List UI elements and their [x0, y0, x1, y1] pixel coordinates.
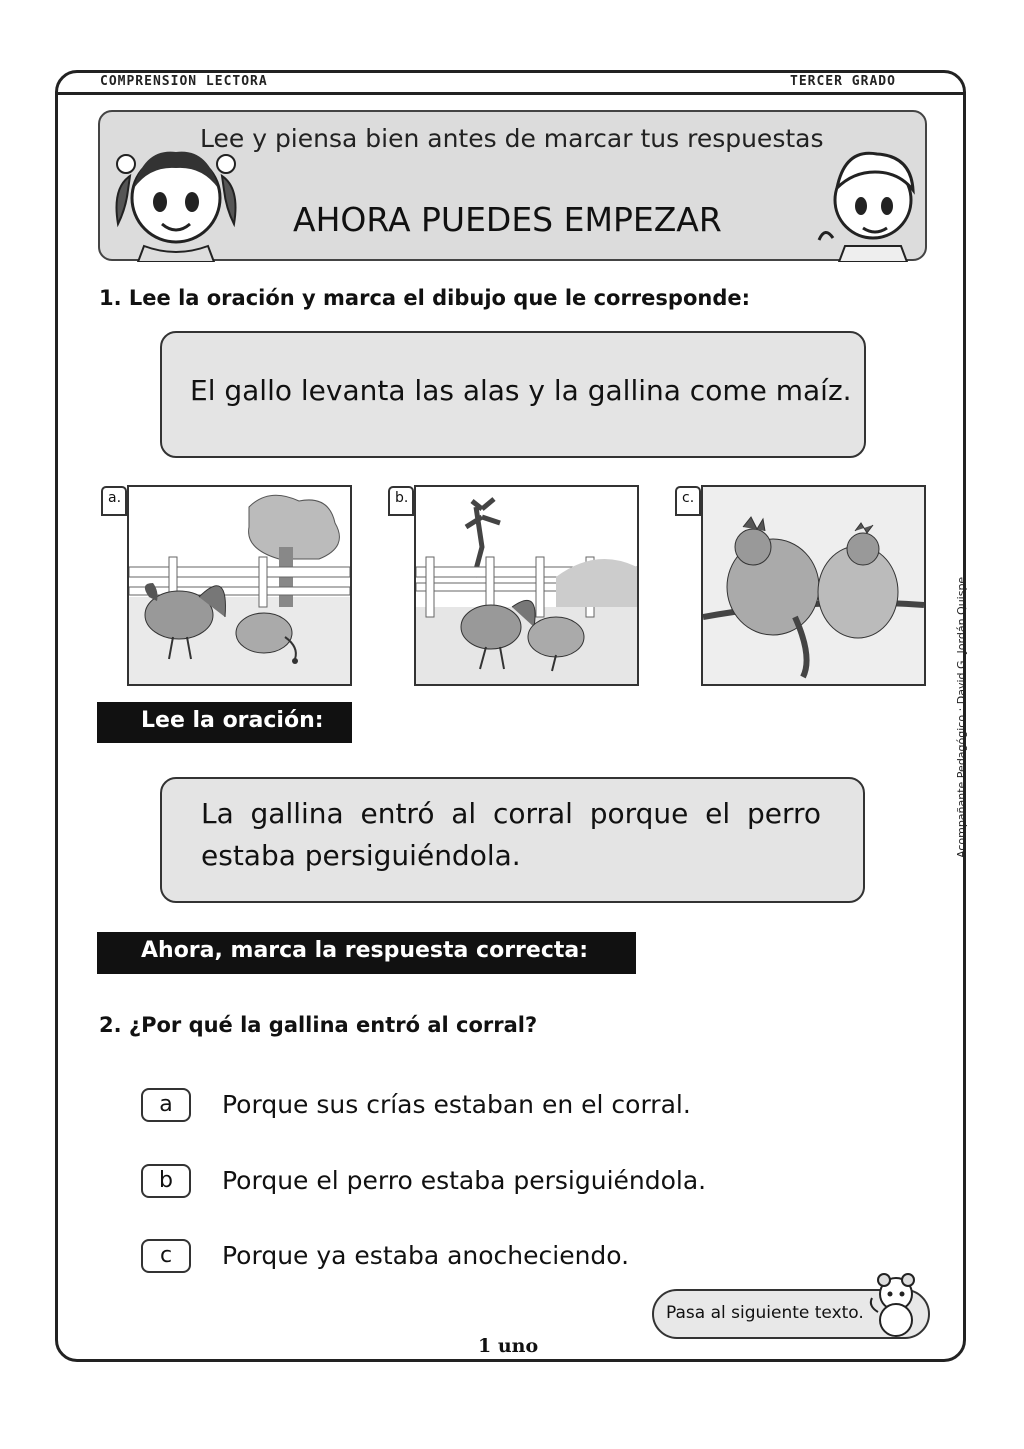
image-b-rooster-hen-eating[interactable]: [414, 485, 639, 686]
header-divider: [58, 92, 964, 95]
sentence-2-line-2: estaba persiguiéndola.: [201, 839, 521, 872]
author-credit: Acompañante Pedagógico : David G. Jordán Quispe: [955, 576, 968, 858]
option-c-text: Porque ya estaba anocheciendo.: [222, 1241, 630, 1270]
option-c-checkbox[interactable]: c: [141, 1239, 191, 1273]
option-a-checkbox[interactable]: a: [141, 1088, 191, 1122]
image-a-rooster-hen[interactable]: [127, 485, 352, 686]
image-b-label: b.: [388, 486, 414, 516]
sentence-1-text: El gallo levanta las alas y la gallina come maíz.: [190, 374, 852, 407]
option-b-checkbox[interactable]: b: [141, 1164, 191, 1198]
read-sentence-bar: Lee la oración:: [97, 702, 352, 743]
image-a-label: a.: [101, 486, 127, 516]
header-subject: COMPRENSION LECTORA: [100, 74, 268, 89]
banner-heading: AHORA PUEDES EMPEZAR: [293, 200, 722, 239]
boy-cartoon-icon: [815, 142, 925, 262]
page-number: 1 uno: [478, 1335, 539, 1357]
sentence-2-line-1: La gallina entró al corral porque el perro: [201, 797, 821, 830]
header-grade: TERCER GRADO: [790, 74, 896, 89]
next-text-label: Pasa al siguiente texto.: [666, 1303, 864, 1323]
mark-answer-bar: Ahora, marca la respuesta correcta:: [97, 932, 636, 974]
bear-cartoon-icon: [866, 1272, 928, 1340]
question-2-title: 2. ¿Por qué la gallina entró al corral?: [99, 1013, 538, 1037]
image-c-label: c.: [675, 486, 701, 516]
banner-instruction: Lee y piensa bien antes de marcar tus respuestas: [200, 124, 824, 153]
option-a-text: Porque sus crías estaban en el corral.: [222, 1090, 691, 1119]
option-b-text: Porque el perro estaba persiguiéndola.: [222, 1166, 707, 1195]
question-1-title: 1. Lee la oración y marca el dibujo que le corresponde:: [99, 286, 750, 310]
image-c-birds-on-branch[interactable]: [701, 485, 926, 686]
